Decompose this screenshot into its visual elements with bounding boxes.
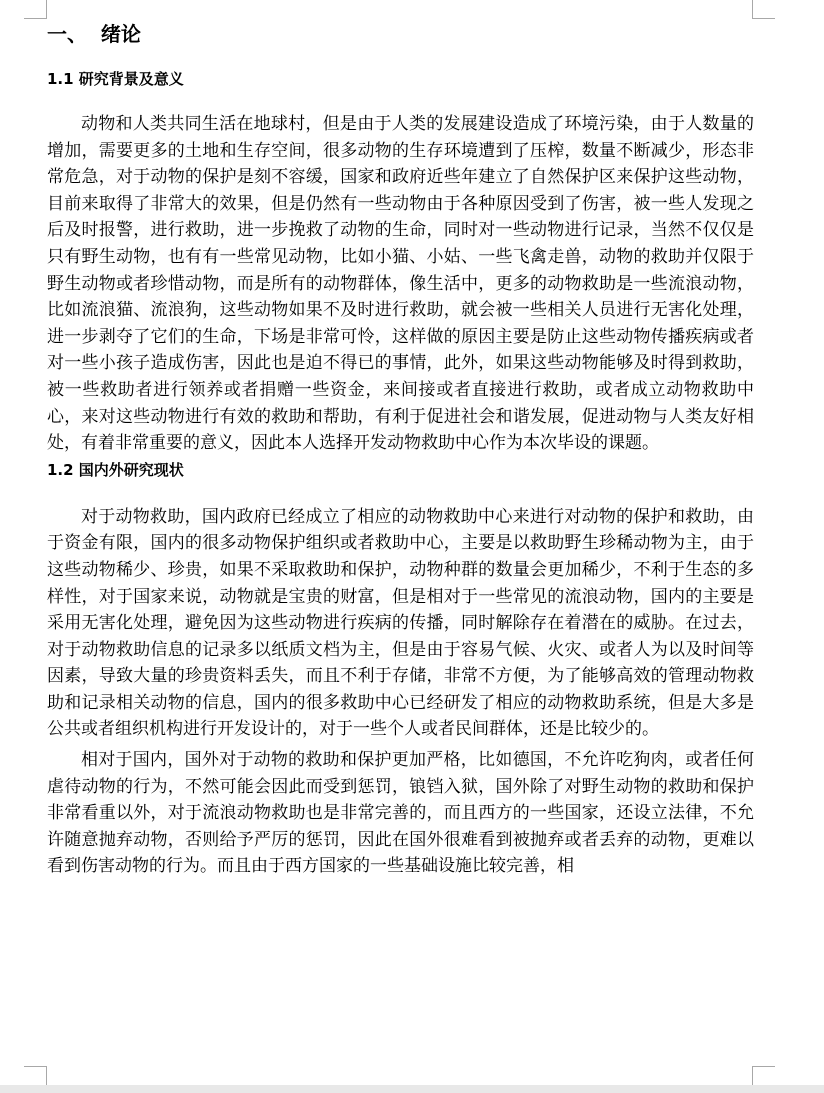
page-body: [47, 18, 754, 880]
margin-corner-mark: [752, 0, 775, 19]
margin-corner-mark: [752, 1066, 775, 1087]
section-heading: 1.2 国内外研究现状: [47, 460, 184, 479]
section-heading: 1.1 研究背景及意义: [47, 70, 184, 88]
body-paragraph: 对于动物救助，国内政府已经成立了相应的动物救助中心来进行对动物的保护和救助，由于资金有限，国内的很多动物保护组织或者救助中心，主要是以救助野生珍稀动物为主，由于这些动物稀少、珍贵，如果不采取救助和保护，动物种群的数量会更加稀少，不利于生态的多样性，对于国家来说，动物就是宝贵的财富，但是相对于一些常见的流浪动物，国内的主要是采用无害化处理，避免因为这些动物进行疾病的传播，同时解除存在着潜在的威胁。在过去，对于动物救助信息的记录多以纸质文档为主，但是由于容易气候、火灾、或者人为以及时间等因素，导致大量的珍贵资料丢失，而且不利于存储，非常不方便，为了能够高效的管理动物救助和记录相关动物的信息，国内的很多救助中心已经研发了相应的动物救助系统，但是大多是公共或者组织机构进行开发设计的，对于一些个人或者民间群体，还是比较少的。: [47, 506, 754, 740]
body-paragraph: 动物和人类共同生活在地球村，但是由于人类的发展建设造成了环境污染，由于人数量的增加，需要更多的土地和生存空间，很多动物的生存环境遭到了压榨，数量不断减少，形态非常危急，对于动物的保护是刻不容缓，国家和政府近些年建立了自然保护区来保护这些动物，目前来取得了非常大的效果，但是仍然有一些动物由于各种原因受到了伤害，被一些人发现之后及时报警，进行救助，进一步挽救了动物的生命，同时对一些动物进行记录，当然不仅仅是只有野生动物，也有有一些常见动物，比如小猫、小姑、一些飞禽走兽，动物的救助并仅限于野生动物或者珍惜动物，而是所有的动物群体，像生活中，更多的动物救助是一些流浪动物，比如流浪猫、流浪狗，这些动物如果不及时进行救助，就会被一些相关人员进行无害化处理，进一步剥夺了它们的生命，下场是非常可怜，这样做的原因主要是防止这些动物传播疾病或者对一些小孩子造成伤害，因此也是迫不得已的事情，此外，如果这些动物能够及时得到救助，被一些救助者进行领养或者捐赠一些资金，来间接或者直接进行救助，或者成立动物救助中心，来对这些动物进行有效的救助和帮助，有利于促进社会和谐发展，促进动物与人类友好相处，有着非常重要的意义，因此本人选择开发动物救助中心作为本次毕设的课题。: [47, 114, 754, 454]
body-paragraph: 相对于国内，国外对于动物的救助和保护更加严格，比如德国，不允许吃狗肉，或者任何虐待动物的行为，不然可能会因此而受到惩罚，锒铛入狱，国外除了对野生动物的救助和保护非常看重以外，对于流浪动物救助也是非常完善的，而且西方的一些国家，还设立法律，不允许随意抛弃动物，否则给予严厉的惩罚，因此在国外很难看到被抛弃或者丢弃的动物，更难以看到伤害动物的行为。而且由于西方国家的一些基础设施比较完善，相: [47, 750, 754, 877]
chapter-title: 一、 绪论: [47, 22, 141, 46]
page-gap: [0, 1085, 824, 1093]
margin-corner-mark: [24, 0, 47, 19]
margin-corner-mark: [24, 1066, 47, 1087]
